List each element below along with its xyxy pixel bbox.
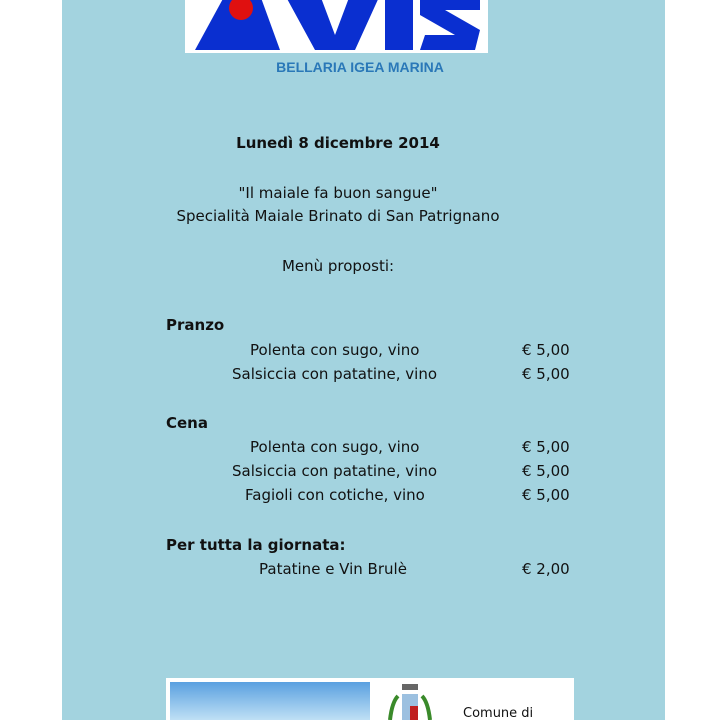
logo-subtitle: BELLARIA IGEA MARINA [276, 59, 444, 75]
menu-price: € 5,00 [522, 438, 570, 456]
section-title-pranzo: Pranzo [166, 316, 225, 334]
menu-item: Polenta con sugo, vino [250, 438, 420, 456]
section-title-cena: Cena [166, 414, 208, 432]
menu-price: € 5,00 [522, 486, 570, 504]
flyer-background [62, 0, 665, 720]
event-date: Lunedì 8 dicembre 2014 [236, 134, 440, 152]
menu-price: € 5,00 [522, 341, 570, 359]
menu-price: € 5,00 [522, 462, 570, 480]
menu-item: Salsiccia con patatine, vino [232, 365, 438, 383]
comune-label: Comune di [463, 706, 534, 721]
menu-item: Fagioli con cotiche, vino [245, 486, 425, 504]
sponsor-photo [170, 682, 370, 720]
menu-price: € 2,00 [522, 560, 570, 578]
avis-logo [185, 0, 488, 53]
event-slogan: "Il maiale fa buon sangue" [238, 184, 438, 202]
menu-item: Polenta con sugo, vino [250, 341, 420, 359]
coat-of-arms-icon [386, 684, 434, 720]
section-title-all-day: Per tutta la giornata: [166, 536, 346, 554]
sponsor-footer [166, 678, 574, 720]
menu-price: € 5,00 [522, 365, 570, 383]
menus-heading: Menù proposti: [281, 257, 395, 275]
menu-item: Patatine e Vin Brulè [259, 560, 407, 578]
menu-item: Salsiccia con patatine, vino [232, 462, 438, 480]
event-specialty: Specialità Maiale Brinato di San Patrignano [176, 207, 500, 225]
